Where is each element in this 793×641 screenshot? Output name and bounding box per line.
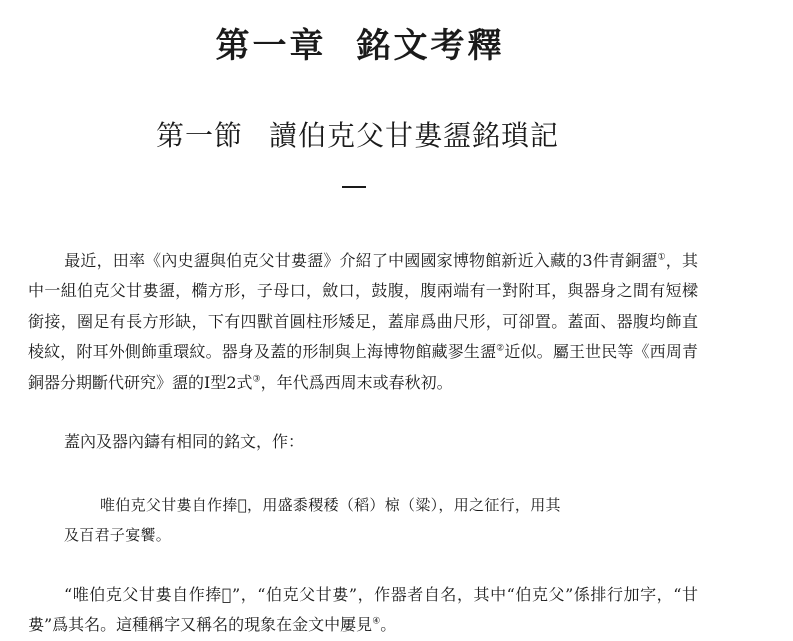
inscription-line-1: 唯伯克父甘婁自作捧𥓆，用盛黍稷䅗（稻）椋（粱），用之征行，用其: [100, 496, 561, 514]
section-title: 讀伯克父甘婁盨銘瑣記: [269, 119, 560, 152]
footnote-ref-3[interactable]: ③: [252, 374, 261, 385]
section-heading: [0, 114, 715, 154]
inscription-quote: [64, 490, 664, 550]
chapter-title: 銘文考釋: [356, 26, 505, 66]
paragraph-intro: 最近，田率《內史盨與伯克父甘婁盨》介紹了中國國家博物館新近入藏的3件青銅盨①，其中一組伯克父甘婁盨，橢方形，子母口，斂口，鼓腹，腹兩端有一對附耳，與器身之間有短樑銜接，圈足有長方形缺，下有四獸首圓柱形矮足，蓋扉爲曲尺形，可卻置。蓋面、器腹均飾直棱紋，附耳外側飾重環紋。器身及蓋的形制與上海博物館藏翏生盨②近似。屬王世民等《西周青銅器分期斷代研究》盨的Ⅰ型2式③，年代爲西周末或春秋初。: [28, 251, 698, 392]
paragraph-inscription-intro: 蓋內及器內鑄有相同的銘文，作：: [64, 432, 305, 451]
footnote-ref-2[interactable]: ②: [496, 343, 505, 354]
chapter-number: 第一章: [215, 26, 327, 66]
rare-character: 𥓆: [237, 496, 248, 514]
footnote-ref-1[interactable]: ①: [657, 252, 666, 263]
inscription-line-2: 及百君子宴饗。: [64, 526, 172, 544]
chapter-heading: [0, 18, 720, 67]
footnote-ref-4[interactable]: ④: [372, 617, 381, 628]
part-number: [342, 186, 366, 188]
paragraph-analysis: “唯伯克父甘婁自作捧𥓆”，“伯克父甘婁”，作器者自名，其中“伯克父”係排行加字，“甘婁”爲其名。這種稱字又稱名的現象在金文中屢見④。: [28, 585, 698, 635]
rare-character: 𥓆: [221, 585, 232, 604]
section-number: 第一節: [155, 119, 243, 152]
